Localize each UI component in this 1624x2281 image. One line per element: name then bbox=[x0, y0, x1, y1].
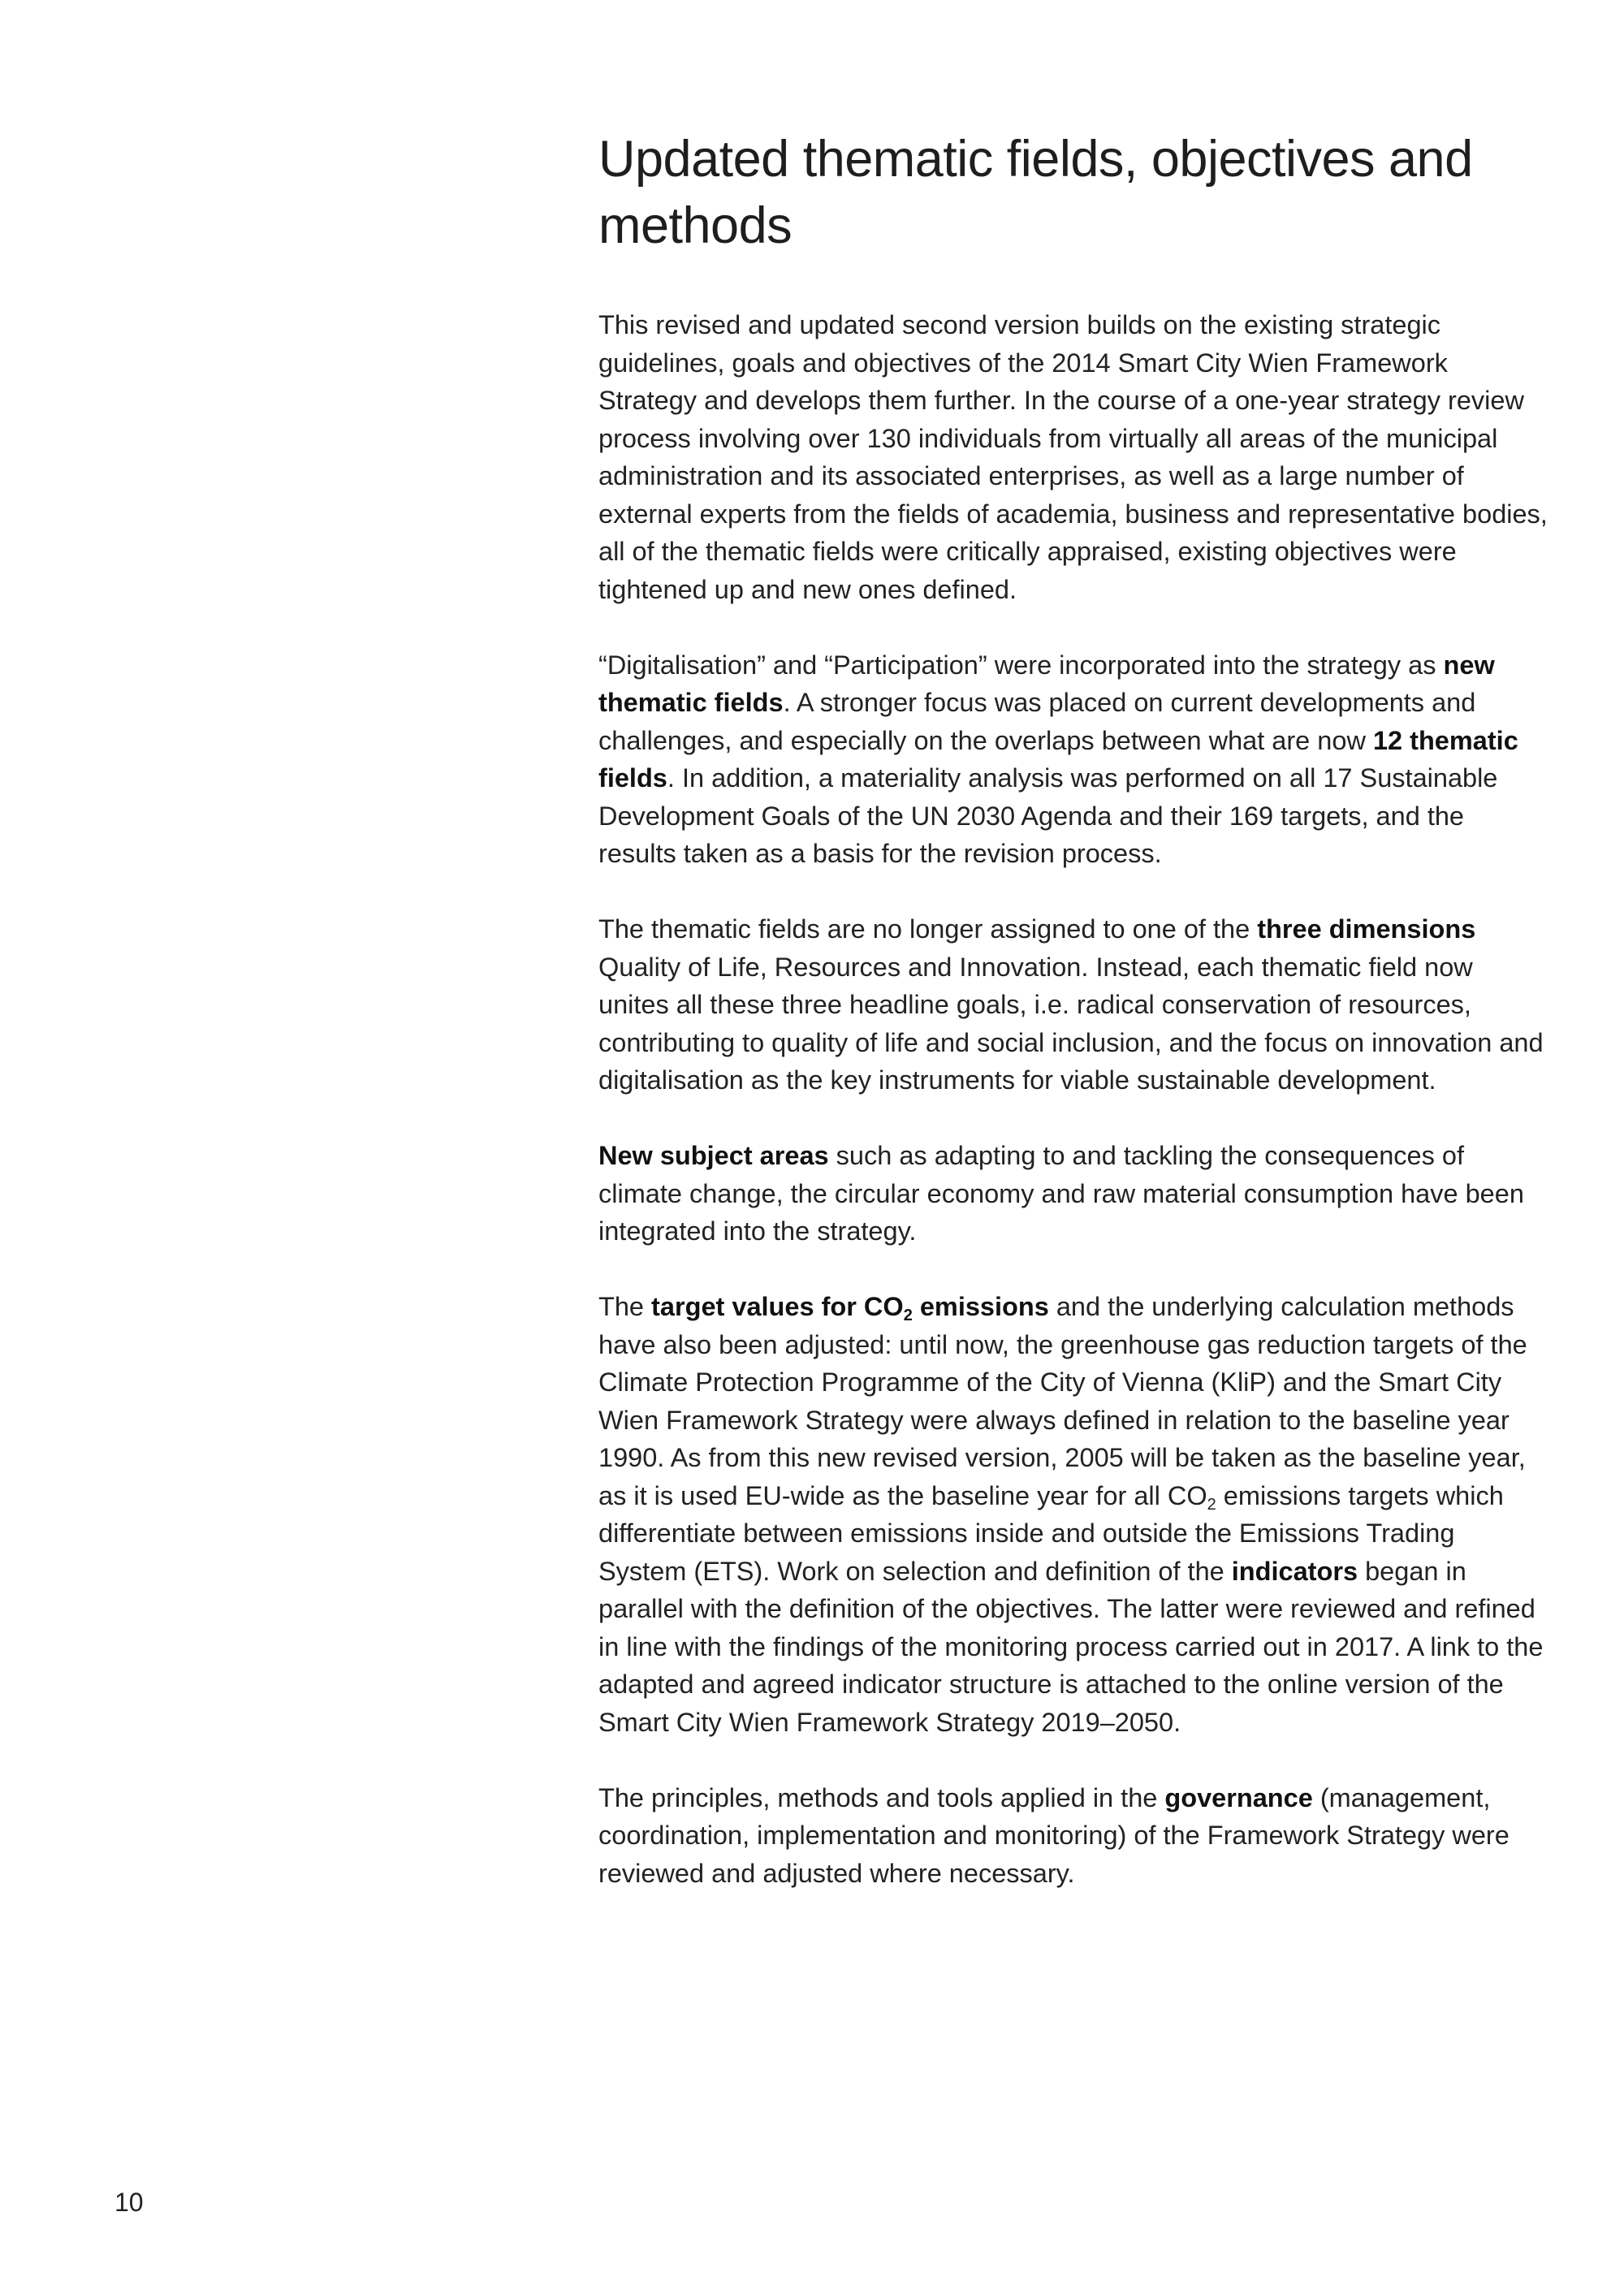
bold-phrase bbox=[651, 1292, 1049, 1324]
paragraph-text: The bbox=[598, 1292, 652, 1321]
paragraph-text: (management, coordination, implementation and monitoring) of the Framework Strategy were reviewed and adjusted where necessary. bbox=[598, 1782, 1510, 1888]
bold-phrase: New subject areas bbox=[598, 1141, 829, 1170]
paragraph-new-subject-areas bbox=[598, 1137, 1548, 1251]
paragraph-text: The thematic fields are no longer assigned to one of the bbox=[598, 914, 1258, 944]
bold-phrase: three dimensions bbox=[1257, 914, 1476, 944]
paragraph-text: and the underlying calculation methods have also been adjusted: until now, the greenhouse gas reduction targets of the Climate Protection Programme of the City of Vienna (KliP) and the Smart City Wien Framework Strategy were always defined in relation to the baseline year 1990. As from this new revised version, 2005 will be taken as the baseline year, as it is used EU-wide as the baseline year for all CO bbox=[598, 1292, 1527, 1510]
paragraph-intro bbox=[598, 306, 1548, 608]
bold-phrase-text: emissions bbox=[912, 1292, 1049, 1321]
paragraph-co2-targets bbox=[598, 1288, 1548, 1741]
paragraph-text: Quality of Life, Resources and Innovation. Instead, each thematic field now unites all these three headline goals, i.e. radical conservation of resources, contributing to quality of life and social inclusion, and the focus on innovation and digitalisation as the key instruments for viable sustainable development. bbox=[598, 952, 1544, 1095]
paragraph-text: This revised and updated second version builds on the existing strategic guidelines, goals and objectives of the 2014 Smart City Wien Framework Strategy and develops them further. In the course of a one-year strategy review process involving over 130 individuals from virtually all areas of the municipal administration and its associated enterprises, as well as a large number of external experts from the fields of academia, business and representative bodies, all of the thematic fields were critically appraised, existing objectives were tightened up and new ones defined. bbox=[598, 310, 1548, 604]
page-title: Updated thematic fields, objectives and methods bbox=[598, 131, 1473, 254]
paragraph-text: . A stronger focus was placed on current developments and challenges, and especially on the overlaps between what are now bbox=[598, 688, 1476, 755]
paragraph-new-thematic-fields bbox=[598, 646, 1548, 873]
subscript: 2 bbox=[903, 1307, 913, 1324]
subscript: 2 bbox=[1207, 1495, 1216, 1514]
bold-phrase: new thematic fields bbox=[598, 650, 1495, 717]
paragraph-text: “Digitalisation” and “Participation” were incorporated into the strategy as bbox=[598, 650, 1444, 680]
page-number: 10 bbox=[114, 2188, 144, 2217]
main-content bbox=[598, 126, 1548, 1930]
bold-phrase: indicators bbox=[1231, 1556, 1358, 1586]
paragraph-three-dimensions bbox=[598, 910, 1548, 1099]
paragraph-text: began in parallel with the definition of the objectives. The latter were reviewed and refined in line with the findings of the monitoring process carried out in 2017. A link to the adapted and agreed indicator structure is attached to the online version of the Smart City Wien Framework Strategy 2019–2050. bbox=[598, 1556, 1544, 1737]
bold-phrase: governance bbox=[1164, 1782, 1313, 1812]
bold-phrase-text: target values for CO bbox=[651, 1292, 904, 1321]
paragraph-text: The principles, methods and tools applied in the bbox=[598, 1782, 1165, 1812]
paragraph-text: emissions targets which differentiate between emissions inside and outside the Emissions Trading System (ETS). Work on selection and definition of the bbox=[598, 1480, 1504, 1586]
bold-phrase: 12 thematic fields bbox=[598, 725, 1518, 793]
paragraph-governance bbox=[598, 1779, 1548, 1893]
paragraph-text: . In addition, a materiality analysis was performed on all 17 Sustainable Development Goals of the UN 2030 Agenda and their 169 targets, and the results taken as a basis for the revision process. bbox=[598, 763, 1498, 868]
paragraph-text: such as adapting to and tackling the consequences of climate change, the circular economy and raw material consumption have been integrated into the strategy. bbox=[598, 1141, 1524, 1246]
